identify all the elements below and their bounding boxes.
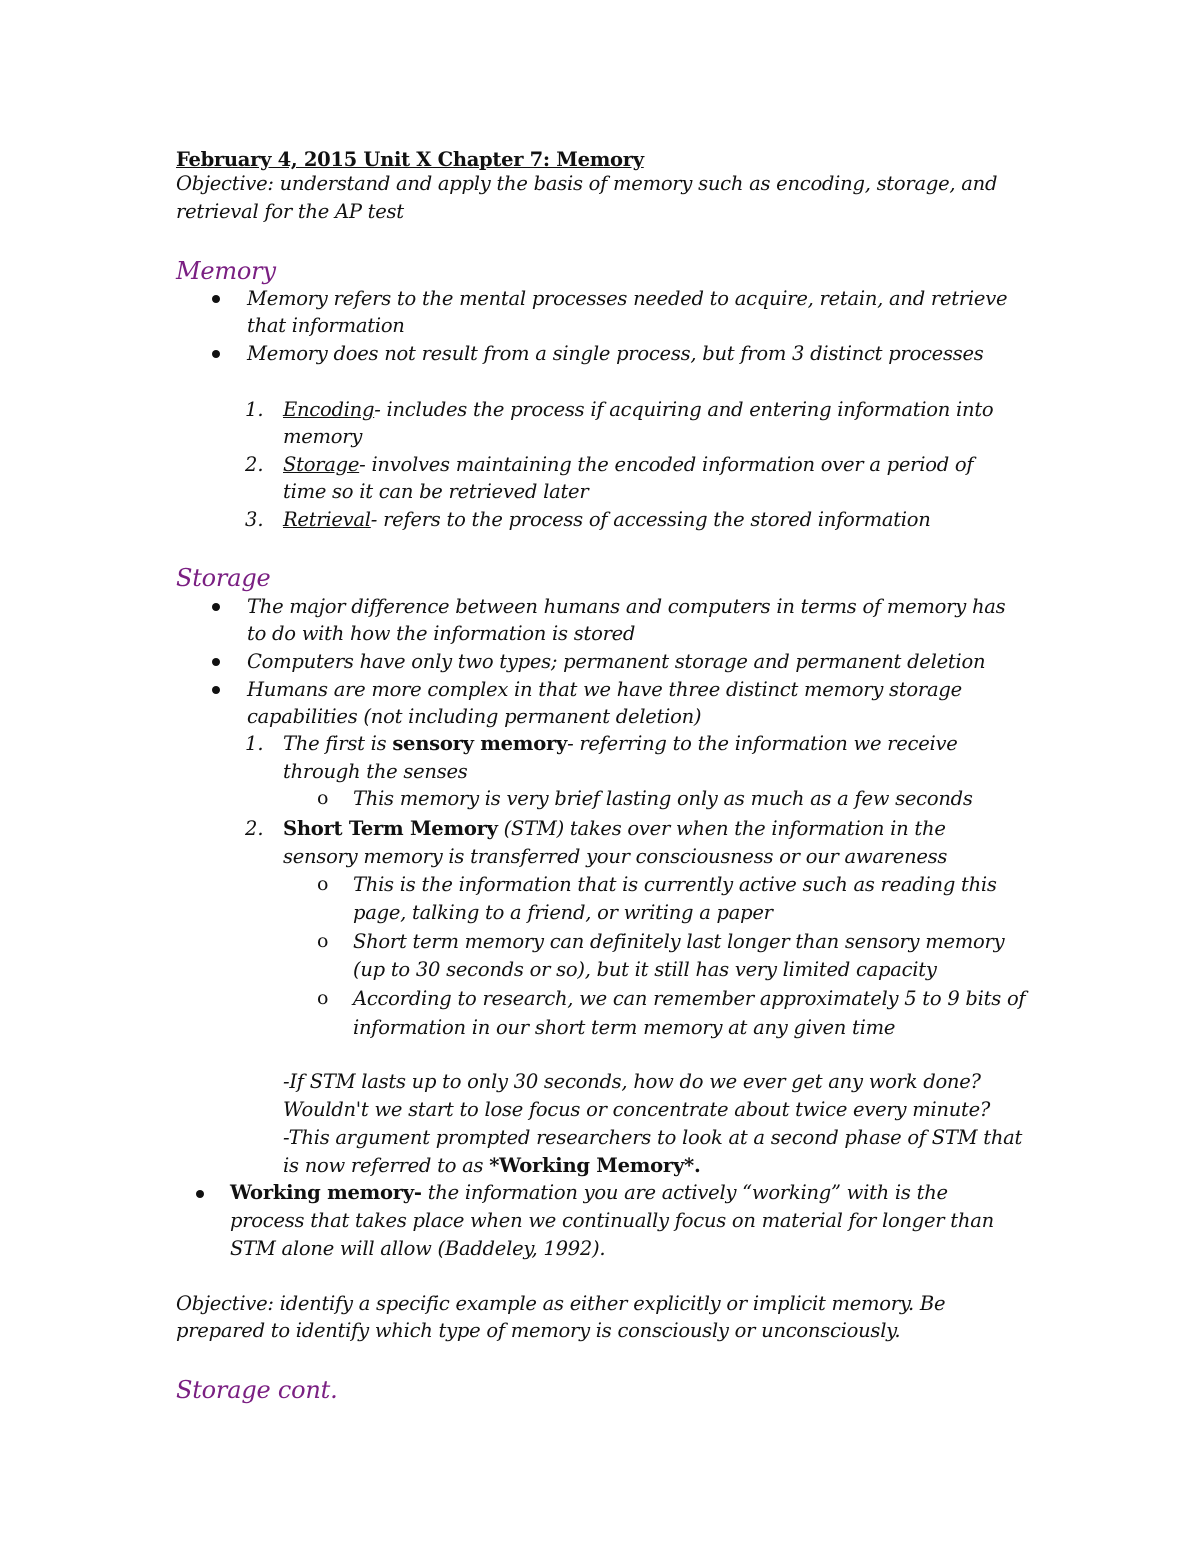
list-item: Memory refers to the mental processes needed to acquire, retain, and retrieve [247, 287, 1008, 310]
term-storage: Storage [283, 453, 360, 476]
list-item: Computers have only two types; permanent storage and permanent deletion [247, 650, 986, 673]
objective-line: retrieval for the AP test [176, 200, 404, 223]
numbered-item-stm: Short Term Memory (STM) takes over when the information in the [283, 817, 946, 840]
term-working-memory: *Working Memory*. [489, 1154, 701, 1177]
list-item: Humans are more complex in that we have three distinct memory storage [247, 678, 962, 701]
list-number: 2. [245, 453, 264, 476]
page-title: February 4, 2015 Unit X Chapter 7: Memory [176, 148, 644, 171]
sub-bullet-marker: o [317, 930, 329, 952]
bullet-icon [212, 603, 220, 611]
numbered-item-line: memory [283, 425, 363, 448]
list-item: to do with how the information is stored [247, 622, 636, 645]
sub-list-item: This is the information that is currently active such as reading this [353, 873, 997, 896]
bullet-icon [212, 658, 220, 666]
term-encoding: Encoding [283, 398, 375, 421]
numbered-item-line: through the senses [283, 760, 468, 783]
bullet-icon [212, 686, 220, 694]
numbered-item-encoding: Encoding- includes the process if acquiring and entering information into [283, 398, 994, 421]
objective-line: Objective: understand and apply the basis of memory such as encoding, storage, and [176, 172, 998, 195]
list-item: Memory does not result from a single process, but from 3 distinct processes [247, 342, 984, 365]
sub-list-item: Short term memory can definitely last longer than sensory memory [353, 930, 1005, 953]
numbered-item-line: sensory memory is transferred your consciousness or our awareness [283, 845, 948, 868]
bullet-icon [196, 1190, 204, 1198]
sub-list-item: This memory is very brief lasting only as much as a few seconds [353, 787, 973, 810]
sub-list-item: According to research, we can remember approximately 5 to 9 bits of [353, 987, 1026, 1010]
sub-bullet-marker: o [317, 987, 329, 1009]
section-heading-memory: Memory [176, 257, 276, 285]
numbered-item-storage: Storage- involves maintaining the encoded information over a period of [283, 453, 974, 476]
term-working-memory-def: Working memory- [230, 1181, 422, 1204]
list-item: The major difference between humans and computers in terms of memory has [247, 595, 1006, 618]
question-line: -If STM lasts up to only 30 seconds, how do we ever get any work done? [283, 1070, 981, 1093]
term-sensory-memory: sensory memory [392, 732, 568, 755]
sub-bullet-marker: o [317, 787, 329, 809]
section-heading-storage-cont: Storage cont. [176, 1376, 338, 1404]
working-memory-item: Working memory- the information you are actively “working” with is the [230, 1181, 948, 1204]
list-number: 3. [245, 508, 264, 531]
objective-line: prepared to identify which type of memory is consciously or unconsciously. [176, 1319, 901, 1342]
list-item: capabilities (not including permanent deletion) [247, 705, 702, 728]
numbered-item-sensory: The first is sensory memory- referring to the information we receive [283, 732, 958, 755]
question-line: Wouldn't we start to lose focus or concentrate about twice every minute? [283, 1098, 991, 1121]
objective-line: Objective: identify a specific example as either explicitly or implicit memory. Be [176, 1292, 946, 1315]
question-line: -This argument prompted researchers to look at a second phase of STM that [283, 1126, 1023, 1149]
working-memory-line: STM alone will allow (Baddeley, 1992). [230, 1237, 606, 1260]
term-retrieval: Retrieval [283, 508, 371, 531]
sub-list-item: (up to 30 seconds or so), but it still has very limited capacity [353, 958, 937, 981]
list-number: 1. [245, 398, 264, 421]
bullet-icon [212, 350, 220, 358]
section-heading-storage: Storage [176, 564, 271, 592]
question-line: is now referred to as *Working Memory*. [283, 1154, 701, 1177]
bullet-icon [212, 295, 220, 303]
numbered-item-retrieval: Retrieval- refers to the process of accessing the stored information [283, 508, 931, 531]
working-memory-line: process that takes place when we continually focus on material for longer than [230, 1209, 994, 1232]
sub-list-item: page, talking to a friend, or writing a paper [353, 901, 773, 924]
sub-bullet-marker: o [317, 873, 329, 895]
list-item: that information [247, 314, 405, 337]
list-number: 2. [245, 817, 264, 840]
sub-list-item: information in our short term memory at any given time [353, 1016, 896, 1039]
numbered-item-line: time so it can be retrieved later [283, 480, 589, 503]
term-short-term-memory: Short Term Memory [283, 817, 498, 840]
list-number: 1. [245, 732, 264, 755]
